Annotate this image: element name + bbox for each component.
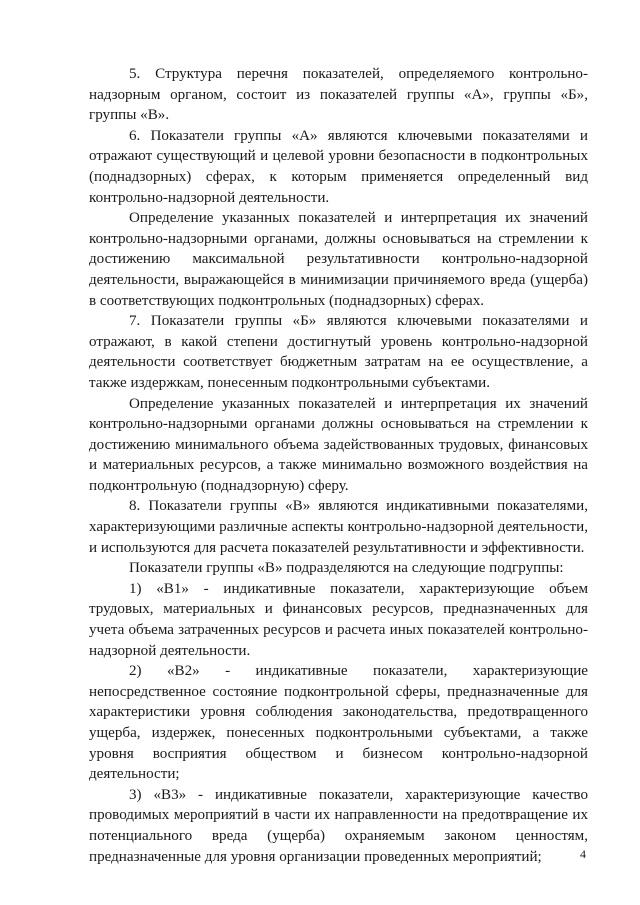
paragraph-8-subgroups-intro: Показатели группы «В» подразделяются на следующие подгруппы: — [129, 560, 564, 577]
paragraph-7-definition: Определение указанных показателей и интерпретация их значений контрольно-надзорными органами должны основываться на стремлении к достижению минимального объема задействованных трудовых, финансовых и материальных ресурсов, а также минимально возможного воздействия на подконтрольную (поднадзорную) сферу. — [89, 395, 588, 494]
subgroup-b2: 2) «В2» - индикативные показатели, характеризующие непосредственное состояние подконтрольной сферы, предназначенные для характеристики уровня соблюдения законодательства, предотвращенного ущерба, издержек, понесенных подконтрольными субъектами, а также уровня восприятия обществом и бизнесом контрольно-надзорной деятельности; — [89, 663, 588, 783]
paragraph-7: 7. Показатели группы «Б» являются ключевыми показателями и отражают, в какой степени достигнутый уровень контрольно-надзорной деятельности соответствует бюджетным затратам на ее осуществление, а также издержкам, понесенным подконтрольными субъектами. — [89, 313, 588, 391]
document-body — [89, 64, 588, 867]
paragraph-6: 6. Показатели группы «А» являются ключевыми показателями и отражают существующий и целевой уровни безопасности в подконтрольных (поднадзорных) сферах, к которым применяется определенный вид контрольно-надзорной деятельности. — [89, 127, 588, 206]
paragraph-8: 8. Показатели группы «В» являются индикативными показателями, характеризующими различные аспекты контрольно-надзорной деятельности, и используются для расчета показателей результативности и эффективности. — [89, 498, 588, 556]
paragraph-6-definition: Определение указанных показателей и интерпретация их значений контрольно-надзорными органами, должны основываться на стремлении к достижению максимальной результативности контрольно-надзорной деятельности, выражающейся в минимизации причиняемого вреда (ущерба) в соответствующих подконтрольных (поднадзорных) сферах. — [89, 210, 588, 309]
paragraph-5: 5. Структура перечня показателей, определяемого контрольно-надзорным органом, состоит из показателей группы «А», группы «Б», группы «В». — [89, 66, 588, 124]
subgroup-b1: 1) «В1» - индикативные показатели, характеризующие объем трудовых, материальных и финансовых ресурсов, предназначенных для учета объема затраченных ресурсов и расчета иных показателей контрольно-надзорной деятельности. — [89, 580, 588, 659]
page-number: 4 — [580, 847, 586, 861]
subgroup-b3: 3) «В3» - индикативные показатели, характеризующие качество проводимых мероприятий в части их направленности на предотвращение их потенциального вреда (ущерба) охраняемым законом ценностям, предназначенные для уровня организации проведенных мероприятий; — [89, 786, 588, 865]
